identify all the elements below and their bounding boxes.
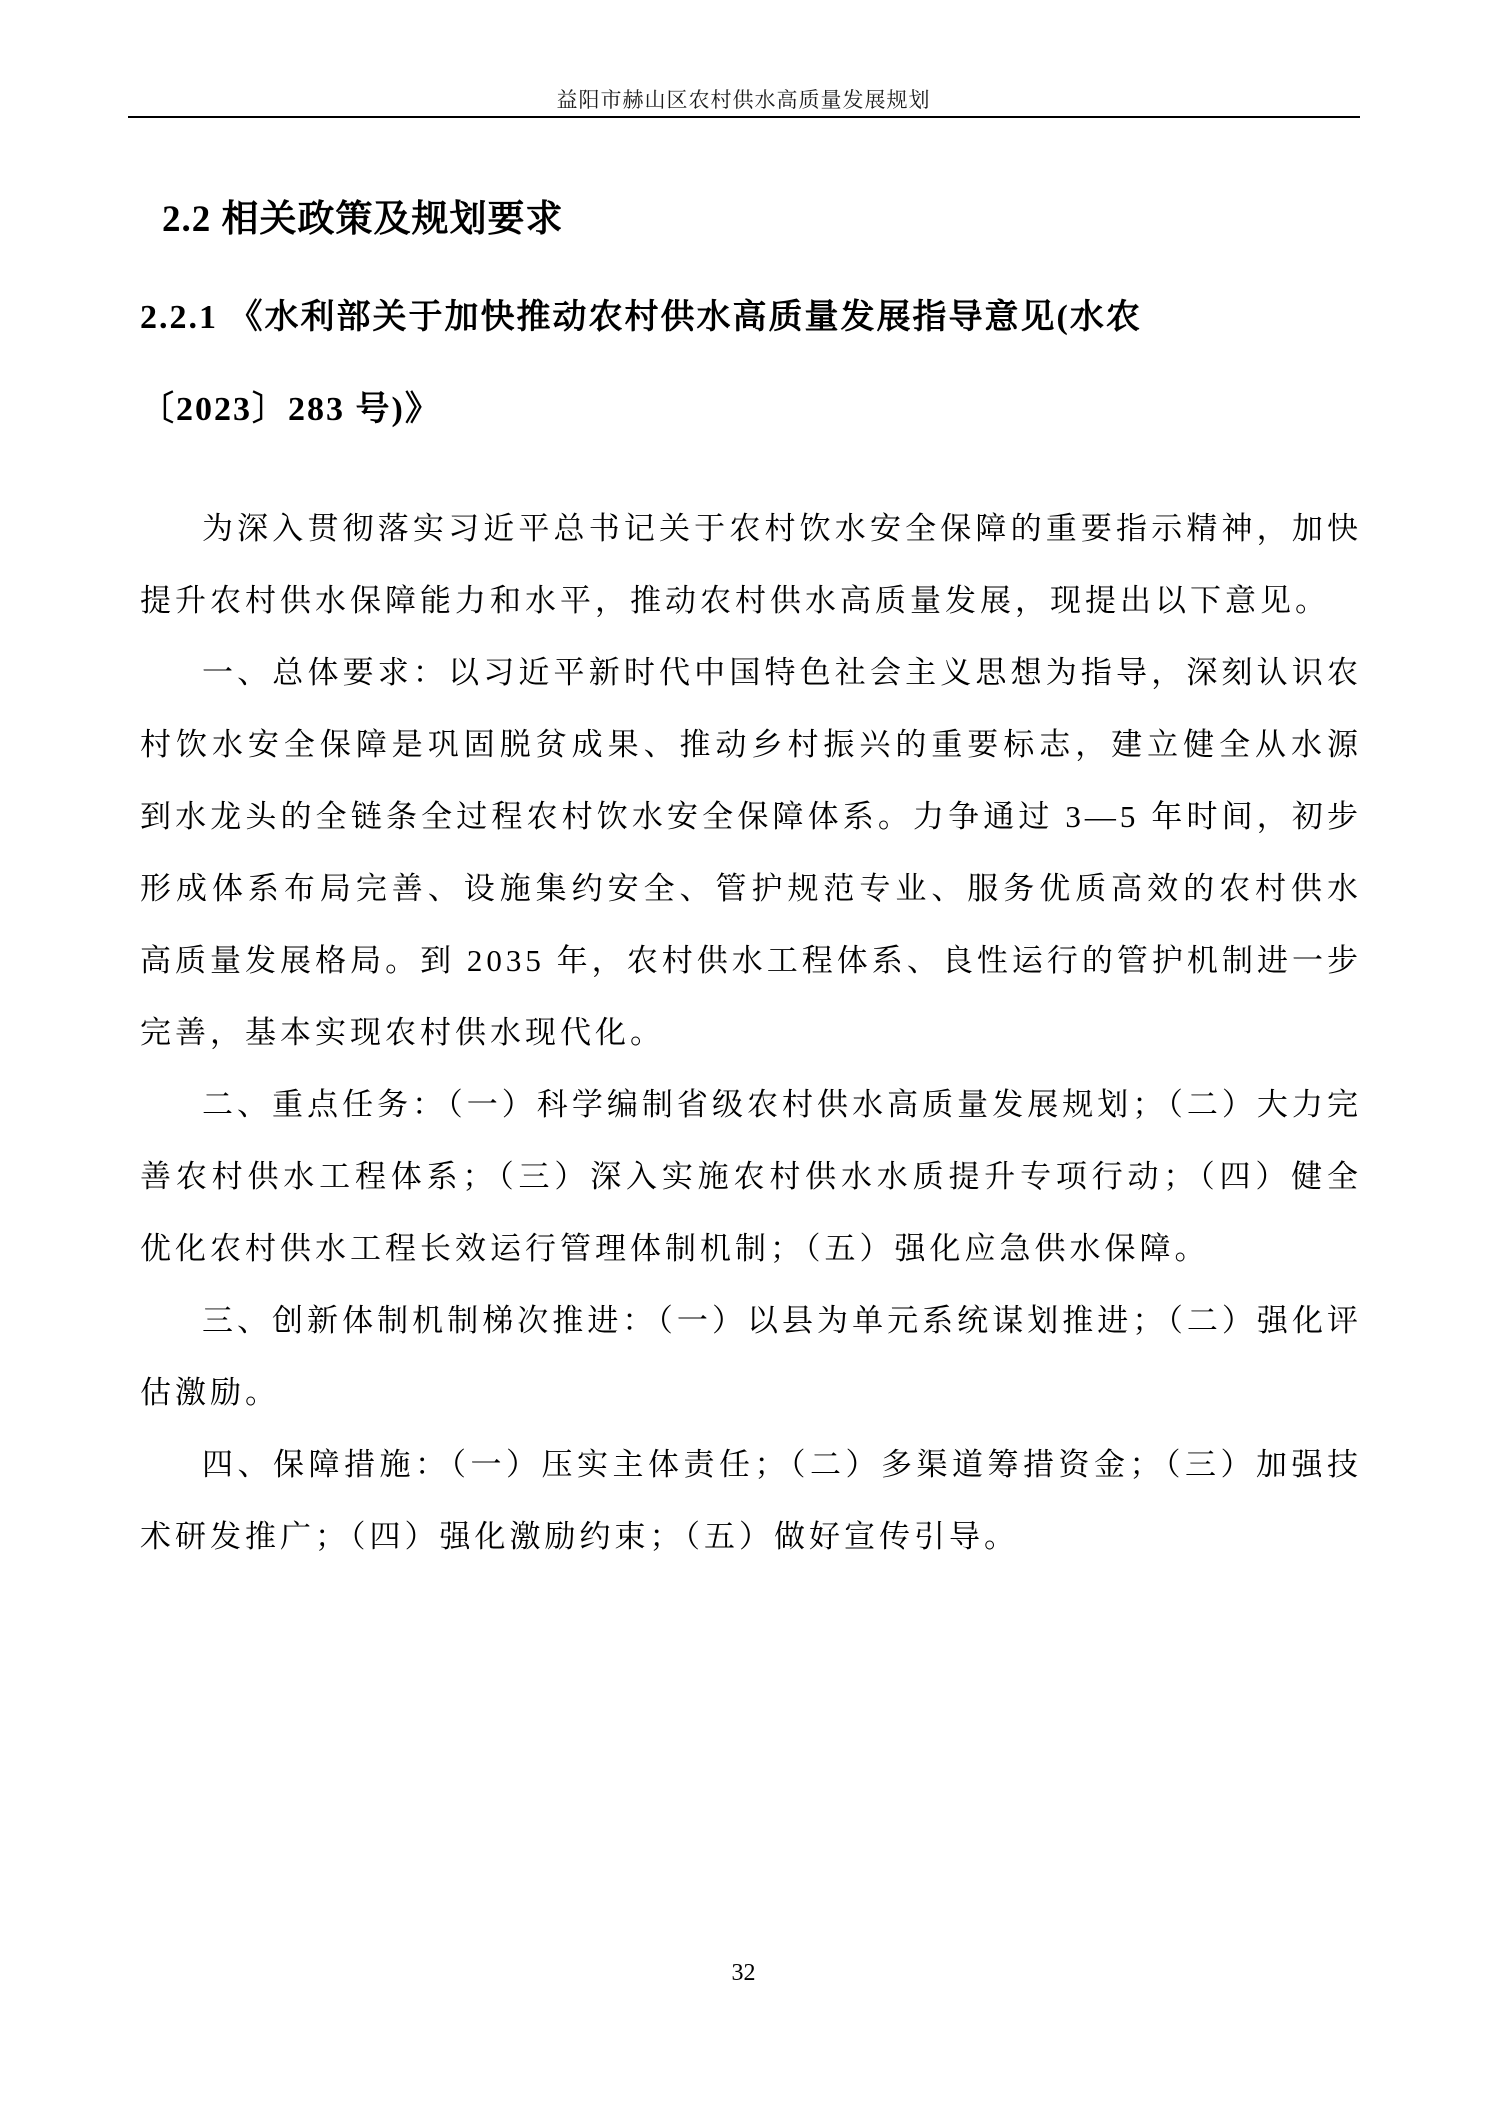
- subsection-heading-line2: 〔2023〕283 号)》: [140, 391, 441, 428]
- subsection-heading: [140, 272, 1362, 456]
- subsection-heading-line1: 2.2.1 《水利部关于加快推动农村供水高质量发展指导意见(水农: [140, 299, 1142, 336]
- paragraph-safeguard-measures: 四、保障措施：（一）压实主体责任；（二）多渠道筹措资金；（三）加强技术研发推广；（四）强化激励约束；（五）做好宣传引导。: [140, 1447, 1362, 1554]
- document-content: [140, 196, 1362, 1573]
- paragraph-key-tasks: 二、重点任务：（一）科学编制省级农村供水高质量发展规划；（二）大力完善农村供水工程体系；（三）深入实施农村供水水质提升专项行动；（四）健全优化农村供水工程长效运行管理体制机制；（五）强化应急供水保障。: [140, 1087, 1362, 1266]
- section-heading: 2.2 相关政策及规划要求: [162, 199, 564, 240]
- body-paragraphs: [140, 493, 1362, 1573]
- header-divider: [128, 116, 1360, 118]
- page-number: 32: [731, 1960, 756, 1986]
- paragraph-mechanism-innovation: 三、创新体制机制梯次推进：（一）以县为单元系统谋划推进；（二）强化评估激励。: [140, 1303, 1362, 1410]
- paragraph-intro: 为深入贯彻落实习近平总书记关于农村饮水安全保障的重要指示精神，加快提升农村供水保障能力和水平，推动农村供水高质量发展，现提出以下意见。: [140, 511, 1362, 618]
- paragraph-overall-requirements: 一、总体要求：以习近平新时代中国特色社会主义思想为指导，深刻认识农村饮水安全保障是巩固脱贫成果、推动乡村振兴的重要标志，建立健全从水源到水龙头的全链条全过程农村饮水安全保障体系。力争通过 3—5 年时间，初步形成体系布局完善、设施集约安全、管护规范专业、服务优质高效的农村供水高质量发展格局。到 2035 年，农村供水工程体系、良性运行的管护机制进一步完善，基本实现农村供水现代化。: [140, 655, 1362, 1050]
- header-title: 益阳市赫山区农村供水高质量发展规划: [556, 88, 931, 112]
